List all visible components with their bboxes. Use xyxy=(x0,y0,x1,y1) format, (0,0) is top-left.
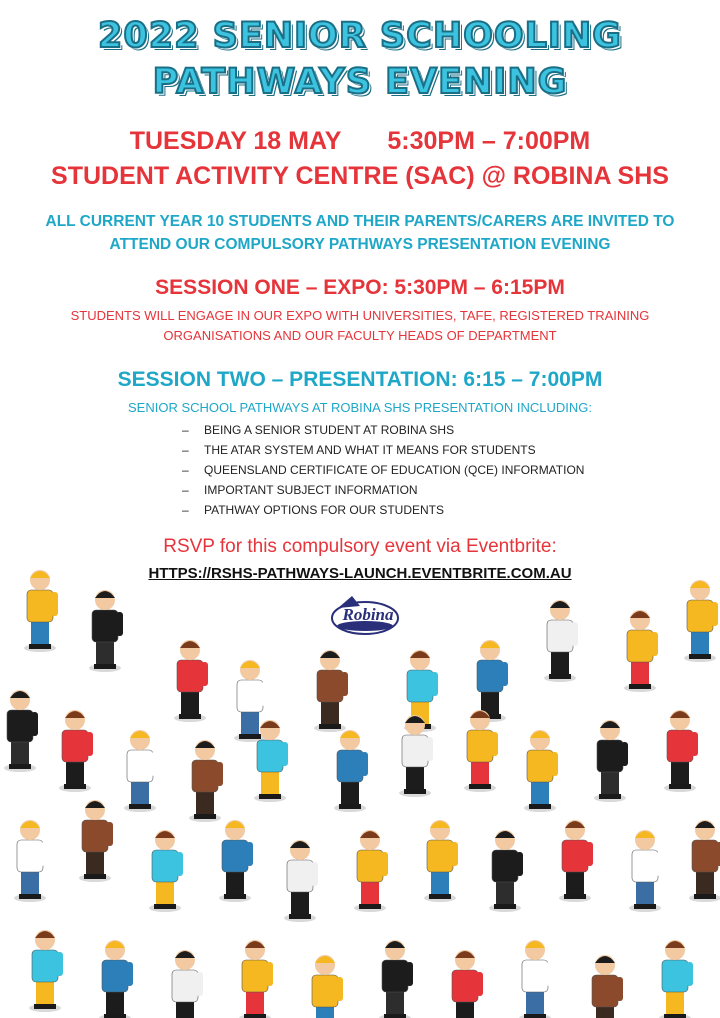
crowd-person xyxy=(169,950,203,1018)
robina-logo xyxy=(330,592,400,640)
bullet-dash: – xyxy=(182,463,189,477)
crowd-person xyxy=(89,590,123,672)
eventbrite-link[interactable]: HTTPS://RSHS-PATHWAYS-LAUNCH.EVENTBRITE.COM.AU xyxy=(148,565,572,582)
invitation-line-2: ATTEND OUR COMPULSORY PATHWAYS PRESENTATION EVENING xyxy=(109,236,611,253)
event-date: TUESDAY 18 MAY xyxy=(129,127,342,155)
crowd-person xyxy=(659,940,693,1018)
session-two-list xyxy=(182,420,584,520)
crowd-person xyxy=(474,640,508,722)
crowd-person xyxy=(29,930,63,1012)
crowd-person xyxy=(424,820,458,902)
event-date-time xyxy=(0,127,720,156)
list-item-text: BEING A SENIOR STUDENT AT ROBINA SHS xyxy=(204,423,455,437)
invitation-line-1: ALL CURRENT YEAR 10 STUDENTS AND THEIR PARENTS/CARERS ARE INVITED TO xyxy=(45,213,675,230)
list-item xyxy=(182,480,584,500)
crowd-person xyxy=(239,940,273,1018)
list-item-text: THE ATAR SYSTEM AND WHAT IT MEANS FOR STUDENTS xyxy=(204,443,536,457)
crowd-person xyxy=(524,730,558,812)
session-one-line-2: ORGANISATIONS AND OUR FACULTY HEADS OF DEPARTMENT xyxy=(163,328,557,343)
crowd-person xyxy=(174,640,208,722)
crowd-person xyxy=(519,940,553,1018)
crowd-person xyxy=(489,830,523,912)
event-venue: STUDENT ACTIVITY CENTRE (SAC) @ ROBINA SHS xyxy=(51,162,669,190)
title-line-2: PATHWAYS EVENING xyxy=(152,62,568,102)
invitation xyxy=(0,210,720,256)
session-one-heading: SESSION ONE – EXPO: 5:30PM – 6:15PM xyxy=(155,276,565,299)
crowd-person xyxy=(124,730,158,812)
crowd-person xyxy=(464,710,498,792)
session-one-description xyxy=(0,306,720,346)
crowd-person xyxy=(589,955,623,1018)
crowd-person xyxy=(334,730,368,812)
bullet-dash: – xyxy=(182,503,189,517)
crowd-person xyxy=(189,740,223,822)
list-item xyxy=(182,420,584,440)
crowd-person xyxy=(309,955,343,1018)
crowd-person xyxy=(149,830,183,912)
event-time: 5:30PM – 7:00PM xyxy=(387,127,591,155)
list-item-text: IMPORTANT SUBJECT INFORMATION xyxy=(204,483,418,497)
bullet-dash: – xyxy=(182,443,189,457)
crowd-person xyxy=(99,940,133,1018)
crowd-person xyxy=(314,650,348,732)
crowd-person xyxy=(79,800,113,882)
crowd-person xyxy=(544,600,578,682)
bullet-dash: – xyxy=(182,423,189,437)
crowd-person xyxy=(284,840,318,922)
rsvp-text: RSVP for this compulsory event via Eventbrite: xyxy=(163,536,557,557)
title-line-1: 2022 SENIOR SCHOOLING xyxy=(98,16,622,56)
crowd-person xyxy=(689,820,720,902)
crowd-person xyxy=(354,830,388,912)
session-one-line-1: STUDENTS WILL ENGAGE IN OUR EXPO WITH UNIVERSITIES, TAFE, REGISTERED TRAINING xyxy=(70,308,650,323)
session-two-intro: SENIOR SCHOOL PATHWAYS AT ROBINA SHS PRESENTATION INCLUDING: xyxy=(128,400,592,415)
list-item xyxy=(182,500,584,520)
crowd-person xyxy=(254,720,288,802)
list-item xyxy=(182,460,584,480)
crowd-person xyxy=(219,820,253,902)
list-item-text: PATHWAY OPTIONS FOR OUR STUDENTS xyxy=(204,503,445,517)
bullet-dash: – xyxy=(182,483,189,497)
crowd-person xyxy=(24,570,58,652)
crowd-person xyxy=(379,940,413,1018)
list-item xyxy=(182,440,584,460)
crowd-person xyxy=(594,720,628,802)
crowd-person xyxy=(624,610,658,692)
eventbrite-link-row xyxy=(0,565,720,582)
crowd-person xyxy=(4,690,38,772)
crowd-person xyxy=(629,830,663,912)
crowd-person xyxy=(449,950,483,1018)
crowd-person xyxy=(59,710,93,792)
logo-lettering: Robina xyxy=(342,605,394,624)
session-two-heading: SESSION TWO – PRESENTATION: 6:15 – 7:00PM xyxy=(117,368,603,391)
crowd-person xyxy=(14,820,48,902)
crowd-person xyxy=(559,820,593,902)
list-item-text: QUEENSLAND CERTIFICATE OF EDUCATION (QCE) INFORMATION xyxy=(204,463,585,477)
crowd-person xyxy=(664,710,698,792)
crowd-person xyxy=(684,580,718,662)
